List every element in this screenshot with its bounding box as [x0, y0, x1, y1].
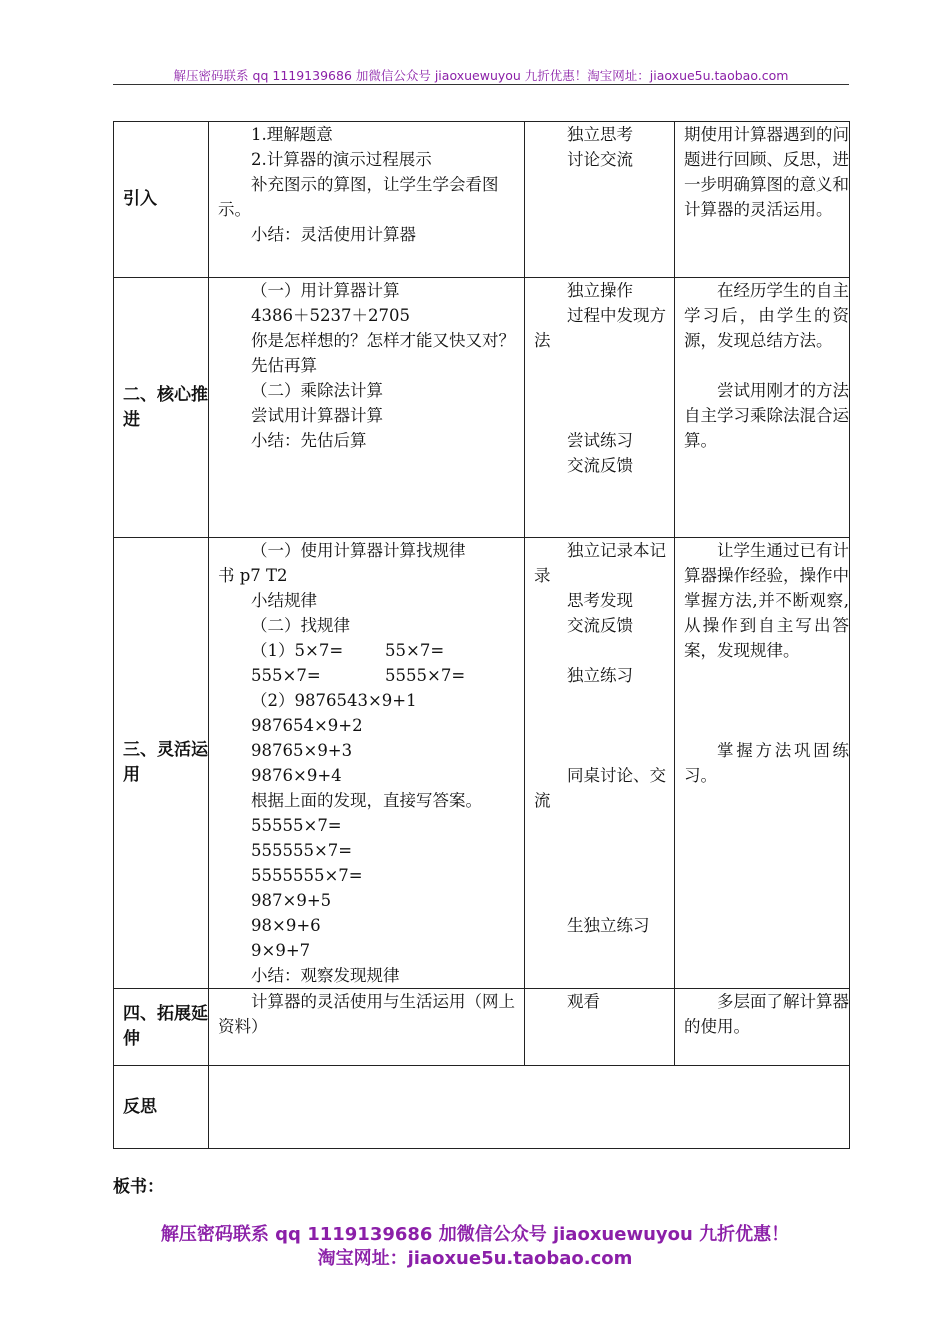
content-line: 先估再算: [251, 356, 317, 375]
content-line: 55555×7=: [251, 816, 342, 835]
board-label: 板书：: [113, 1177, 164, 1197]
content-cell: [209, 989, 525, 1066]
content-line: 987654×9+2: [251, 716, 363, 735]
stage-cell: 四、拓展延伸: [114, 989, 209, 1066]
content-cell: [209, 538, 525, 989]
intent-cell: [675, 122, 850, 278]
content-line: 小结：先估后算: [251, 431, 367, 450]
intent-cell: [675, 989, 850, 1066]
intent-text: 让学生通过已有计算器操作经验，操作中掌握方法,并不断观察,从操作到自主写出答案，发现规律。: [684, 541, 849, 660]
content-line: 根据上面的发现，直接写答案。: [251, 791, 482, 810]
content-line: 你是怎样想的？怎样才能又快又对？: [251, 331, 515, 350]
table-row: [114, 122, 850, 278]
content-cell: [209, 122, 525, 278]
table-row: [114, 1066, 850, 1149]
activity-line: 独立练习: [567, 666, 633, 685]
activity-line: 独立操作: [567, 281, 633, 300]
content-line: 5555555×7=: [251, 866, 363, 885]
page-header-watermark: 解压密码联系 qq 1119139686 加微信公众号 jiaoxuewuyou 九折优惠！淘宝网址：jiaoxue5u.taobao.com: [113, 66, 849, 85]
stage-cell: 反思: [114, 1066, 209, 1149]
activity-cell: [525, 278, 675, 538]
content-line: （二）乘除法计算: [251, 381, 383, 400]
content-line: （2）9876543×9+1: [251, 691, 417, 710]
content-line: 小结规律: [251, 591, 317, 610]
activity-cell: [525, 989, 675, 1066]
footer-line-2: 淘宝网址：jiaoxue5u.taobao.com: [317, 1248, 633, 1269]
content-line: 555555×7=: [251, 841, 353, 860]
content-line: 98765×9+3: [251, 741, 353, 760]
intent-cell: [675, 278, 850, 538]
content-line: 98×9+6: [251, 916, 321, 935]
stage-cell: 三、灵活运用: [114, 538, 209, 989]
activity-line: 独立记录本记录: [534, 541, 666, 585]
content-line: 计算器的灵活使用与生活运用（网上资料）: [218, 992, 515, 1036]
activity-line: 尝试练习: [567, 431, 633, 450]
reflection-cell: [209, 1066, 850, 1149]
intent-text: 尝试用刚才的方法自主学习乘除法混合运算。: [684, 381, 849, 450]
stage-cell: 引入: [114, 122, 209, 278]
content-line: （一）用计算器计算: [251, 281, 400, 300]
activity-line: 交流反馈: [567, 616, 633, 635]
intent-cell: [675, 538, 850, 989]
content-line: 9876×9+4: [251, 766, 342, 785]
content-line: （1）5×7= 55×7=: [251, 641, 445, 660]
footer-line-1: 解压密码联系 qq 1119139686 加微信公众号 jiaoxuewuyou 九折优惠！: [160, 1224, 790, 1245]
activity-line: 独立思考: [567, 125, 633, 144]
activity-line: 过程中发现方法: [534, 306, 666, 350]
content-line: 小结：观察发现规律: [251, 966, 400, 985]
content-line: 小结：灵活使用计算器: [251, 225, 416, 244]
activity-line: 讨论交流: [567, 150, 633, 169]
stage-cell: 二、核心推进: [114, 278, 209, 538]
content-line: （一）使用计算器计算找规律: [251, 541, 466, 560]
content-line: 2.计算器的演示过程展示: [251, 150, 432, 169]
content-line: 9×9+7: [251, 941, 311, 960]
table-row: [114, 278, 850, 538]
content-cell: [209, 278, 525, 538]
activity-cell: [525, 538, 675, 989]
activity-cell: [525, 122, 675, 278]
lesson-plan-table: [113, 121, 850, 1149]
activity-line: 交流反馈: [567, 456, 633, 475]
intent-text: 期使用计算器遇到的问题进行回顾、反思，进一步明确算图的意义和计算器的灵活运用。: [684, 125, 849, 219]
content-line: 555×7= 5555×7=: [251, 666, 466, 685]
content-line: 987×9+5: [251, 891, 332, 910]
activity-line: 观看: [567, 992, 600, 1011]
content-line: 1.理解题意: [251, 125, 333, 144]
intent-text: 多层面了解计算器的使用。: [684, 992, 849, 1036]
content-line: 尝试用计算器计算: [251, 406, 383, 425]
intent-text: 掌握方法巩固练习。: [684, 741, 849, 785]
table-row: [114, 538, 850, 989]
activity-line: 生独立练习: [567, 916, 650, 935]
activity-line: 同桌讨论、交流: [534, 766, 666, 810]
activity-line: 思考发现: [567, 591, 633, 610]
content-line: （二）找规律: [251, 616, 350, 635]
intent-text: 在经历学生的自主学习后，由学生的资源，发现总结方法。: [684, 281, 849, 350]
content-line: 补充图示的算图，让学生学会看图示。: [218, 175, 499, 219]
content-line: 书 p7 T2: [218, 566, 288, 585]
table-row: [114, 989, 850, 1066]
content-line: 4386＋5237＋2705: [251, 306, 410, 325]
